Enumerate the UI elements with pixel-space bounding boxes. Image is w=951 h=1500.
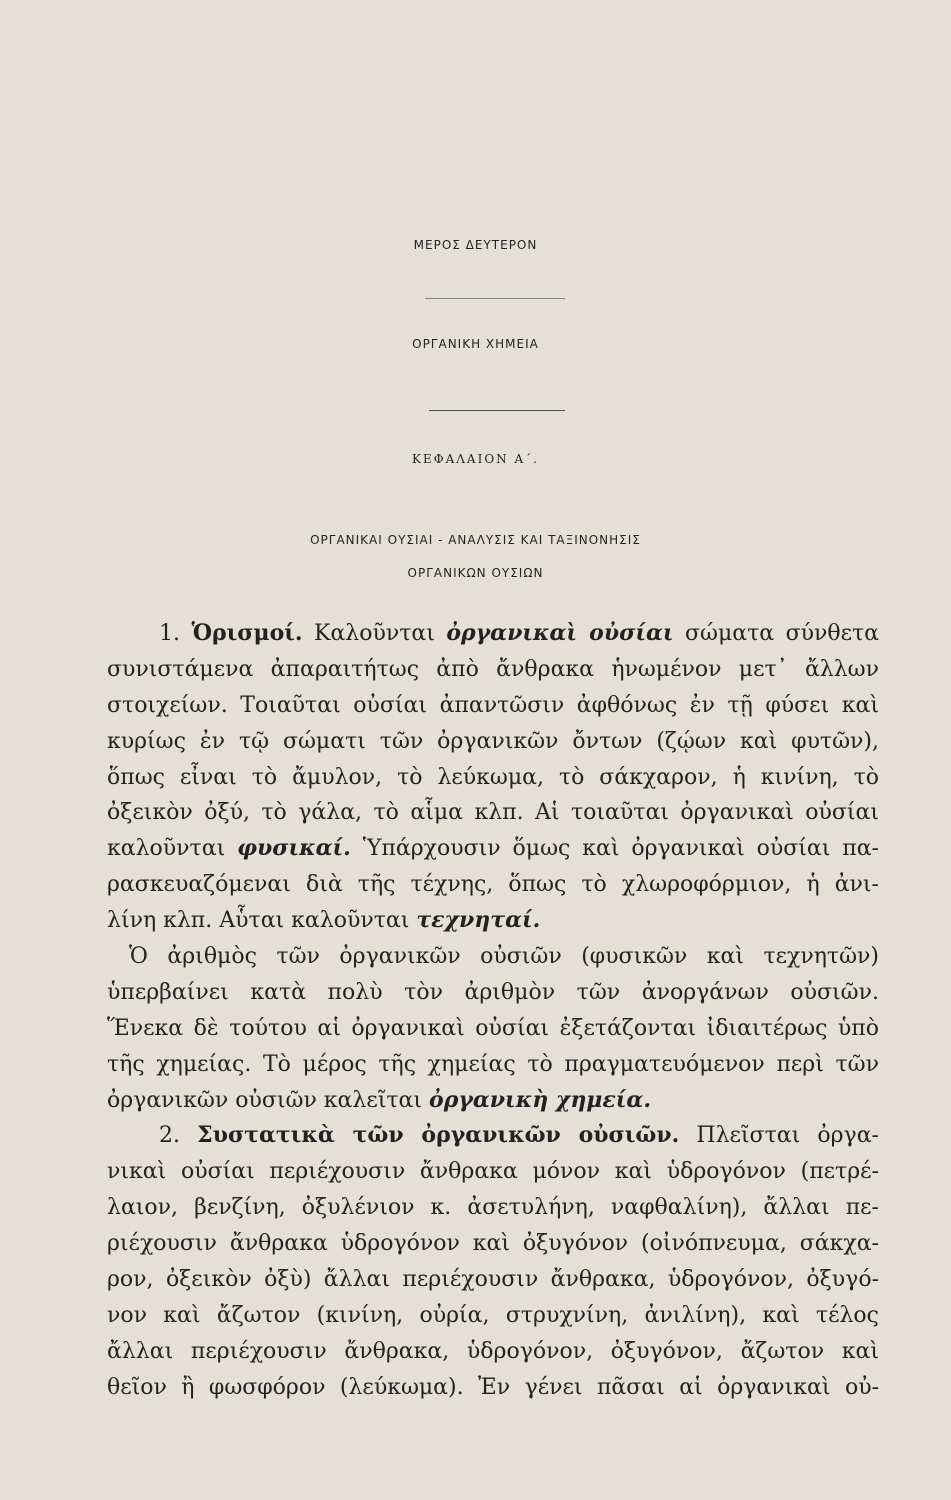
term-organic-substances: ὀργανικαὶ οὐσίαι [446,620,674,646]
section-title [0,524,951,590]
main-title: ΟΡΓΑΝΙΚΗ ΧΗΜΕΙΑ [412,337,539,351]
paragraph-line: νον καὶ ἄζωτον (κινίνη, οὐρία, στρυχνίνη, ἀνιλίνη), καὶ τέλος [107,1302,879,1328]
paragraph-line: 1. Ὁρισμοί. Καλοῦνται ὀργανικαὶ οὐσίαι σώματα σύνθετα [159,620,880,646]
paragraph-line: ὀργανικῶν οὐσιῶν καλεῖται ὀργανικὴ χημεία. [107,1086,652,1113]
title-divider-bottom [429,410,565,411]
paragraph-line: συνιστάμενα ἀπαραιτήτως ἀπὸ ἄνθρακα ἡνωμένον μετ᾿ ἄλλων [107,656,879,682]
paragraph-line: ὑπερβαίνει κατὰ πολὺ τὸν ἀριθμὸν τῶν ἀνοργάνων οὐσιῶν. [107,979,879,1005]
paragraph-line: ὅπως εἶναι τὸ ἄμυλον, τὸ λεύκωμα, τὸ σάκχαρον, ἡ κινίνη, τὸ [107,764,879,790]
paragraph-line: ρασκευαζόμεναι διὰ τῆς τέχνης, ὅπως τὸ χλωροφόρμιον, ἡ ἀνι- [107,872,879,898]
term-natural: φυσικαί. [237,835,351,862]
paragraph-line: καλοῦνται φυσικαί. Ὑπάρχουσιν ὅμως καὶ ὀργανικαὶ οὐσίαι πα- [107,835,879,862]
term-artificial: τεχνηταί. [416,907,541,934]
paragraph-line: ριέχουσιν ἄνθρακα ὑδρογόνον καὶ ὀξυγόνον (οἰνόπνευμα, σάκχα- [107,1231,879,1257]
paragraph-line: ἄλλαι περιέχουσιν ἄνθρακα, ὑδρογόνον, ὀξυγόνον, ἄζωτον καὶ [107,1338,879,1364]
paragraph-line: ρον, ὀξεικὸν ὀξὺ) ἄλλαι περιέχουσιν ἄνθρακα, ὑδρογόνον, ὀξυγό- [107,1267,879,1293]
paragraph-line: Ἕνεκα δὲ τούτου αἱ ὀργανικαὶ οὐσίαι ἐξετάζονται ἰδιαιτέρως ὑπὸ [107,1015,879,1041]
section-title-line-1: ΟΡΓΑΝΙΚΑΙ ΟΥΣΙΑΙ - ΑΝΑΛΥΣΙΣ ΚΑΙ ΤΑΞΙΝΟΝΗΣΙΣ [310,533,641,547]
paragraph-line: κυρίως ἐν τῷ σώματι τῶν ὀργανικῶν ὄντων (ζῴων καὶ φυτῶν), [107,728,879,754]
paragraph-line: ὀξεικὸν ὀξύ, τὸ γάλα, τὸ αἷμα κλπ. Αἱ τοιαῦται ὀργανικαὶ οὐσίαι [107,800,879,826]
paragraph-line: 2. Συστατικὰ τῶν ὀργανικῶν οὐσιῶν. Πλεῖσται ὀργα- [159,1122,879,1149]
chapter-heading: ΚΕΦΑΛΑΙΟΝ Α΄. [412,452,539,466]
paragraph-line: Ὁ ἀριθμὸς τῶν ὀργανικῶν οὐσιῶν (φυσικῶν καὶ τεχνητῶν) [129,944,879,970]
paragraph-line: τῆς χημείας. Τὸ μέρος τῆς χημείας τὸ πραγματευόμενον περὶ τῶν [107,1051,879,1077]
paragraph-line: θεῖον ἢ φωσφόρον (λεύκωμα). Ἐν γένει πᾶσαι αἱ ὀργανικαὶ οὐ- [107,1374,879,1400]
title-divider-top [425,298,565,299]
section-heading-constituents: Συστατικὰ τῶν ὀργανικῶν οὐσιῶν. [197,1122,680,1149]
paragraph-line: στοιχείων. Τοιαῦται οὐσίαι ἀπαντῶσιν ἀφθόνως ἐν τῇ φύσει καὶ [107,692,879,718]
paragraph-line: λίνη κλπ. Αὗται καλοῦνται τεχνηταί. [107,907,541,934]
term-organic-chemistry: ὀργανικὴ χημεία. [429,1086,652,1113]
part-title: ΜΕΡΟΣ ΔΕΥΤΕΡΟΝ [413,238,538,252]
paragraph-line: νικαὶ οὐσίαι περιέχουσιν ἄνθρακα μόνον καὶ ὑδρογόνον (πετρέ- [107,1159,879,1185]
section-heading-definitions: Ὁρισμοί. [191,620,303,646]
body-text [107,616,879,1406]
section-title-line-2: ΟΡΓΑΝΙΚΩΝ ΟΥΣΙΩΝ [407,566,544,580]
paragraph-line: λαιον, βενζίνη, ὀξυλένιον κ. ἀσετυλήνη, ναφθαλίνη), ἄλλαι πε- [107,1195,879,1221]
